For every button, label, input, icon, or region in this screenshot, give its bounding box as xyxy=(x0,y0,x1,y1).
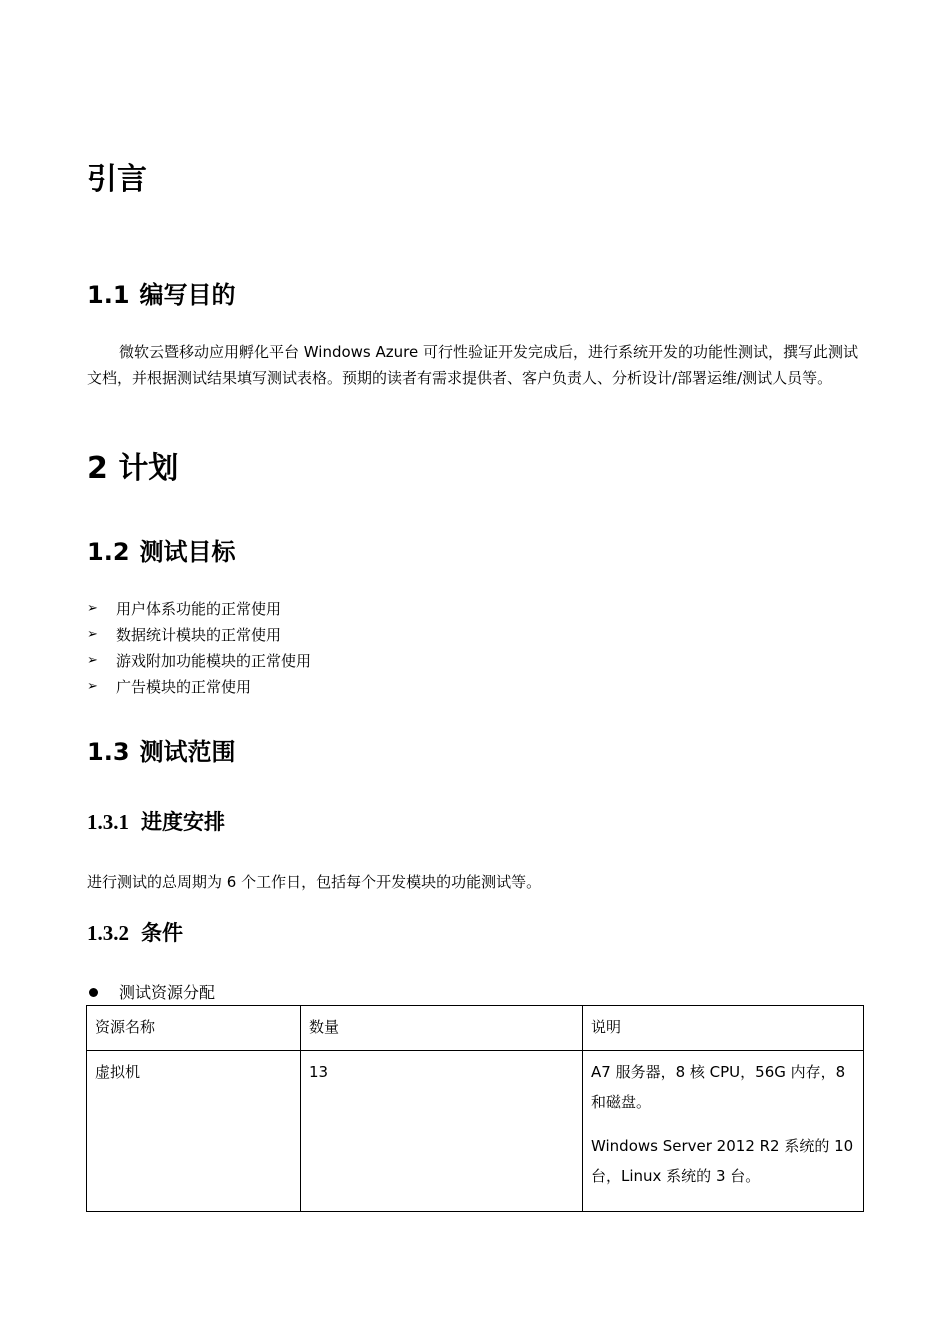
heading-1-3-2-number: 1.3.2 xyxy=(87,921,129,945)
arrow-bullet-icon: ➢ xyxy=(87,627,98,642)
bullet-dot-icon xyxy=(89,988,98,997)
heading-1-3-2 xyxy=(87,923,183,944)
table-header-row xyxy=(87,1006,864,1051)
heading-1-2-title: 测试目标 xyxy=(139,538,236,566)
arrow-bullet-icon: ➢ xyxy=(87,653,98,668)
schedule-paragraph: 进行测试的总周期为 6 个工作日，包括每个开发模块的功能测试等。 xyxy=(87,873,542,891)
heading-plan-text: 2 计划 xyxy=(87,451,179,486)
heading-1-3 xyxy=(87,740,236,764)
heading-1-3-1-title: 进度安排 xyxy=(141,810,225,834)
table-row xyxy=(87,1051,864,1212)
heading-1-3-title: 测试范围 xyxy=(139,738,236,766)
test-goals-list xyxy=(87,596,311,700)
table-cell-desc xyxy=(583,1051,864,1212)
heading-1-3-1-number: 1.3.1 xyxy=(87,810,129,834)
list-item xyxy=(87,674,311,700)
list-item xyxy=(87,648,311,674)
heading-plan xyxy=(87,451,179,486)
list-item-text: 游戏附加功能模块的正常使用 xyxy=(116,652,312,670)
list-item-text: 用户体系功能的正常使用 xyxy=(116,600,282,618)
resource-bullet xyxy=(87,982,215,1004)
desc-line-2: Windows Server 2012 R2 系统的 10 台，Linux 系统的 3 台。 xyxy=(591,1137,854,1185)
arrow-bullet-icon: ➢ xyxy=(87,601,98,616)
heading-1-1 xyxy=(87,283,236,307)
resource-table xyxy=(86,1005,864,1212)
list-item xyxy=(87,622,311,648)
desc-line-1: A7 服务器，8 核 CPU，56G 内存，8 和磁盘。 xyxy=(591,1063,846,1111)
resource-bullet-text: 测试资源分配 xyxy=(119,983,216,1002)
heading-intro-text: 引言 xyxy=(87,162,147,197)
table-header-cell: 数量 xyxy=(301,1006,583,1051)
purpose-paragraph: 微软云暨移动应用孵化平台 Windows Azure 可行性验证开发完成后，进行系统开发的功能性测试，撰写此测试文档，并根据测试结果填写测试表格。预期的读者有需求提供者、客户负责人、分析设计/部署运维/测试人员等。 xyxy=(87,343,858,387)
table-header-cell: 说明 xyxy=(583,1006,864,1051)
list-item xyxy=(87,596,311,622)
heading-1-3-number: 1.3 xyxy=(87,738,130,766)
heading-1-3-2-title: 条件 xyxy=(141,921,183,945)
heading-1-3-1 xyxy=(87,812,225,833)
list-item-text: 广告模块的正常使用 xyxy=(116,678,252,696)
arrow-bullet-icon: ➢ xyxy=(87,679,98,694)
heading-1-2 xyxy=(87,540,236,564)
heading-intro xyxy=(87,162,147,197)
heading-1-2-number: 1.2 xyxy=(87,538,130,566)
heading-1-1-title: 编写目的 xyxy=(139,281,236,309)
table-header-cell: 资源名称 xyxy=(87,1006,301,1051)
heading-1-1-number: 1.1 xyxy=(87,281,130,309)
table-cell-name: 虚拟机 xyxy=(87,1051,301,1212)
table-cell-count: 13 xyxy=(301,1051,583,1212)
list-item-text: 数据统计模块的正常使用 xyxy=(116,626,282,644)
